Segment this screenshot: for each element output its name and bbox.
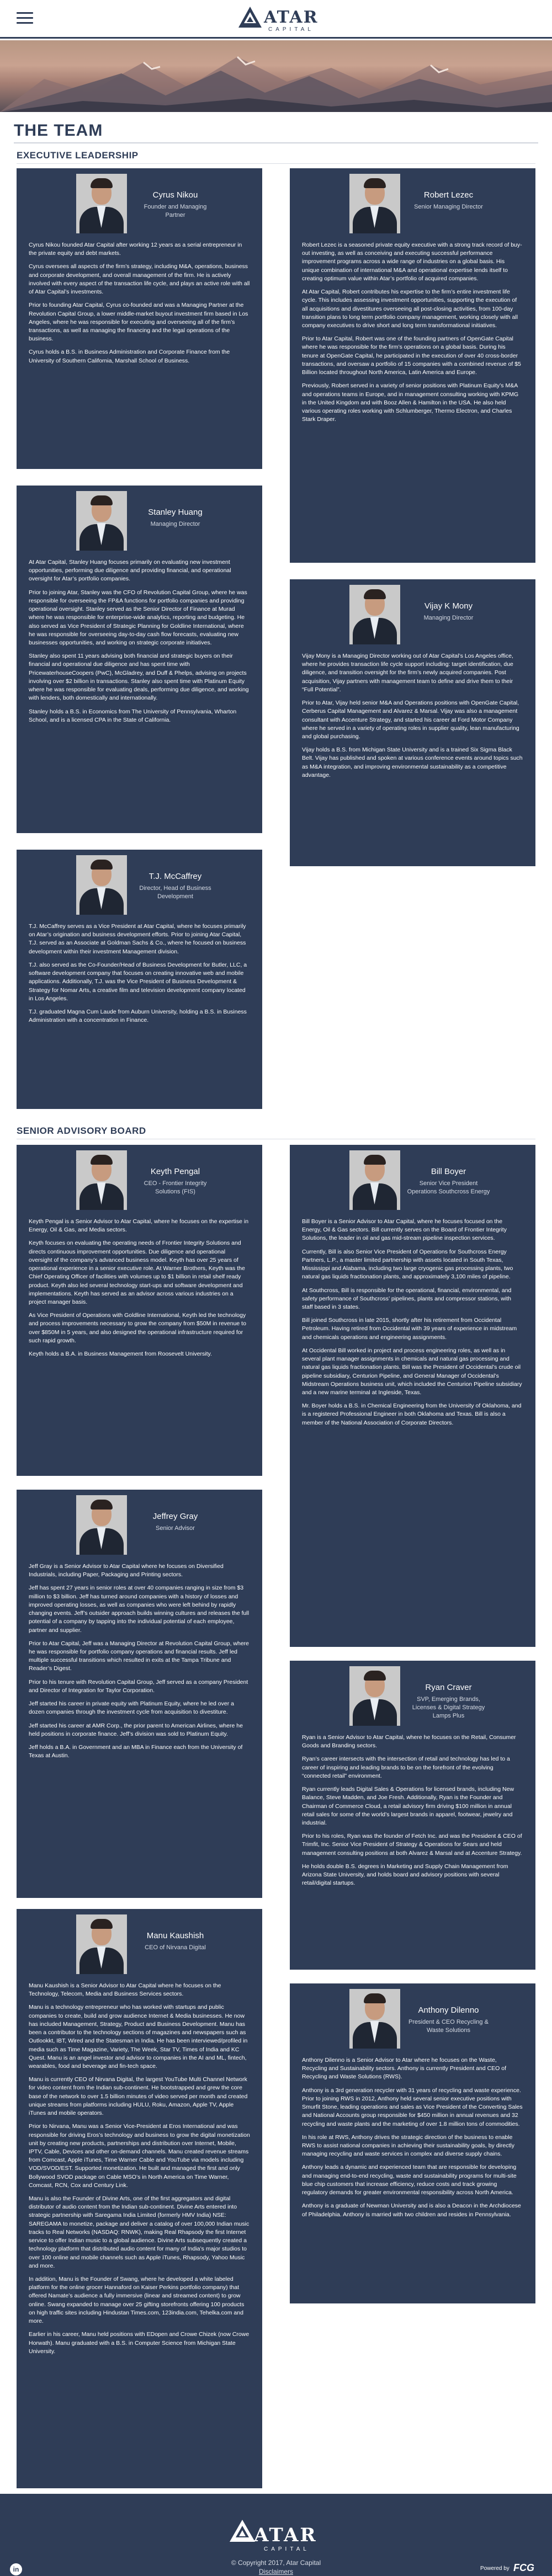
logo-wordmark: ATAR [264, 8, 319, 27]
bio-paragraph: Prior to Atar Capital, Robert was one of the founding partners of OpenGate Capital where he was responsible for the firm’s operations on a global basis. During his tenure at OpenGate Capital, he participated in the execution of over 40 cross-border transactions, and oversaw a portfolio of 15 companies with a combined revenue of $5 Billion located throughout North America, Latin America and Europe. [302, 335, 521, 376]
powered-by-label: Powered by [480, 2566, 509, 2572]
bio-paragraph: Currently, Bill is also Senior Vice President of Operations for Southcross Energy Partners, L.P., a master limited partnership with assets located in South Texas, Mississippi and Alabama, including two large cryogenic gas processing plants, two natural gas liquids fractionation plants, and approximately 3,100 miles of pipeline. [302, 1248, 513, 1281]
bio-paragraph: Stanley holds a B.S. in Economics from The University of Pennsylvania, Wharton School, and is a licensed CPA in the State of California. [29, 708, 237, 723]
footer-logo[interactable] [232, 2508, 320, 2552]
bio-paragraph: Cyrus oversees all aspects of the firm’s strategy, including M&A, operations, business and corporate development, and overall management of the firm. He is actively involved with every aspect of the transaction life cycle, and plays an active role with all of Atar Capital’s investments. [29, 263, 250, 296]
member-name: Robert Lezec [423, 190, 474, 200]
bio-paragraph: Vijay holds a B.S. from Michigan State University and is a trained Six Sigma Black Belt. Vijay has published and spoken at various conference events around topics such as M&A integration, and improving environmental sustainability as a competitive advantage. [302, 746, 523, 778]
bio-paragraph: Bill Boyer is a Senior Advisor to Atar Capital, where he focuses focused on the Energy, Oil & Gas sectors. Bill currently serves on the Board of Frontier Integrity Solutions, the leader in oil and gas mid-stream pipeline inspection services. [302, 1218, 507, 1242]
team-card [290, 1145, 535, 1647]
member-role: Director, Head of Business Development [139, 885, 211, 900]
bio-paragraph: Keyth holds a B.A. in Business Management from Roosevelt University. [29, 1351, 212, 1358]
bio-paragraph: In addition, Manu is the Founder of Swang, where he developed a white labeled platform for the online grocer Hannaford on Kaiser Perkins portfolio company) that offered Namate’s audience a fully immersive (linear and streamed content) to grow online. Swang expanded to manage over 25 gifting storefronts offering 100 products on high traffic sites including Hindustan Times.com, 123india.com, Tehelka.com and more. [29, 2276, 245, 2325]
team-card [290, 168, 535, 563]
member-bio [29, 558, 250, 729]
section-divider [17, 163, 535, 164]
bio-paragraph: Prior to founding Atar Capital, Cyrus co-founded and was a Managing Partner at the Revolution Capital Group, a lower middle-market buyout investment firm based in Los Angeles, where he was responsible for executing and overseeing all of the firm’s transactions, as well as managing the financing and the legal operations of the business. [29, 302, 248, 343]
bio-paragraph: Jeff has spent 27 years in senior roles at over 40 companies ranging in size from $3 million to $3 billion. Jeff has turned around companies with a history of losses and improved operating losses, as well as companies who were left behind by rapidly changing events. Jeff’s outsider approach builds winning cultures and releases the full potential of a company by tapping into the individual potential of each employee, partner and supplier. [29, 1585, 250, 1634]
headshot-photo [349, 585, 400, 644]
team-member-header [134, 190, 217, 220]
member-bio [302, 1218, 523, 1432]
bio-paragraph: Anthony is a 3rd generation recycler with 31 years of recycling and waste experience. Prior to joining RWS in 2012, Anthony held several senior executive positions with Smurfit Stone, leading operations and sales as Vice President of the Converting Sales and National Accounts group responsible for $450 million in annual revenues and 32 recycling and waste plants and the marketing of over 1.8 million tons of commodities. [302, 2087, 523, 2127]
bio-paragraph: At Atar Capital, Stanley Huang focuses primarily on evaluating new investment opportunities, performing due diligence and providing financial, and operational oversight for Atar’s portfolio companies. [29, 559, 231, 583]
page-title: THE TEAM [14, 121, 103, 140]
member-role: Founder and Managing Partner [144, 204, 207, 218]
bio-paragraph: Manu is currently CEO of Nirvana Digital, the largest YouTube Multi Channel Network for video content from the Indian sub-continent. He bootstrapped and grew the core base of the network to over 1.5 billion minutes of video served per month and created unique streams from platforms including HULU, Roku, Amazon, Apple TV, Apple iTunes and mobile operators. [29, 2076, 248, 2117]
team-member-header [134, 1167, 217, 1196]
bio-paragraph: Keyth focuses on evaluating the operating needs of Frontier Integrity Solutions and directs continuous improvement opportunities. Due diligence and operational oversight of the company’s advanced business model. Keyth has over 25 years of operational experience in a senior executive role. At Warner Brothers, Keyth was the Chief Operating Officer of facilities with volumes up to $1 billion in retail shelf ready product. Keyth also led several technology start-ups and software development and implementations. Keyth has served as an advisor across various industries on a project manager basis. [29, 1240, 245, 1305]
bio-paragraph: Jeff started his career in private equity with Platinum Equity, where he led over a dozen companies through the investment cycle from acquisition to divestiture. [29, 1700, 234, 1716]
copyright-text: © Copyright 2017, Atar Capital [231, 2559, 321, 2567]
member-role: CEO of Nirvana Digital [145, 1944, 206, 1951]
bio-paragraph: Cyrus Nikou founded Atar Capital after working 12 years as a serial entrepreneur in the private equity and debt markets. [29, 242, 242, 257]
team-member-header [407, 190, 490, 211]
top-nav [0, 0, 552, 39]
bio-paragraph: At Atar Capital, Robert contributes his expertise to the firm’s entire investment life cycle. This includes assessing investment opportunities, supporting the execution of all acquisitions and divestitures overseeing all post-closing activities, from 100-day transition plans to long term portfolio company management, working closely with all company executives to drive short and long term transformational initiatives. [302, 289, 518, 329]
bio-paragraph: Anthony Dilenno is a Senior Advisor to Atar where he focuses on the Waste, Recycling and Sustainability sectors. Anthony is currently President and CEO of Recycling and Waste Solutions (RWS). [302, 2057, 507, 2081]
team-member-header [407, 1683, 490, 1720]
member-role: Senior Advisor [156, 1525, 195, 1532]
member-name: Cyrus Nikou [152, 190, 198, 200]
member-role: Managing Director [423, 615, 474, 621]
team-member-header [407, 2006, 490, 2035]
member-bio [302, 241, 523, 429]
headshot-photo [349, 1989, 400, 2049]
bio-paragraph: Ryan is a Senior Advisor to Atar Capital, where he focuses on the Retail, Consumer Goods and Branding sectors. [302, 1734, 516, 1750]
member-role: President & CEO Recycling & Waste Solutions [408, 2019, 489, 2034]
bio-paragraph: Prior to Atar Capital, Jeff was a Managing Director at Revolution Capital Group, where he was responsible for portfolio company operations and financial results. Jeff led multiple successful transitions which resulted in exits at the Tampa Tribune and Reader’s Digest. [29, 1640, 249, 1672]
team-member-header [407, 601, 490, 622]
bio-paragraph: Prior to his roles, Ryan was the founder of Fetch Inc. and was the President & CEO of Trimfit, Inc. Senior Vice President of Strategy & Operations for Sears and held management consulting positions at both Alvarez & Marsal and at Accenture Strategy. [302, 1833, 522, 1857]
logo-subtitle: CAPITAL [268, 26, 314, 33]
bio-paragraph: T.J. also served as the Co-Founder/Head of Business Development for Butler, LLC, a software development company that focuses on creating innovative web and mobile applications. Additionally, T.J. was the Vice President of Business Development & Strategy for Nomar Arts, a creative film and television development company located in Los Angeles. [29, 961, 247, 1002]
member-name: Jeffrey Gray [152, 1512, 198, 1521]
bio-paragraph: Jeff Gray is a Senior Advisor to Atar Capital where he focuses on Diversified Industrials, including Paper, Packaging and Printing sectors. [29, 1563, 224, 1578]
footer-wordmark: ATAR [254, 2524, 317, 2546]
headshot-photo [76, 491, 127, 551]
title-divider [14, 142, 538, 143]
bio-paragraph: Prior to Nirvana, Manu was a Senior Vice-President at Eros International and was responsible for driving Eros’s technology and business to grow the digital monetization unit by creating new products, partnerships and distribution over Internet, Mobile, IPTV, Cable, Devices and other on-demand channels. Manu created revenue streams from Comcast, Apple iTunes, Time Warner Cable and YouTube via models including VOD/SVOD/EST. Supported monetization. He built and managed the first and only Bollywood SVOD package on Cable MSO’s in North America on Time Warner, Comcast, RCN, Cox and Century Link. [29, 2123, 250, 2189]
bio-paragraph: Bill joined Southcross in late 2015, shortly after his retirement from Occidental Petroleum. Having retired from Occidental with 39 years of experience in midstream and chemicals operations and engineering assignments. [302, 1317, 517, 1341]
bio-paragraph: At Occidental Bill worked in project and process engineering roles, as well as in several plant manager assignments in chemicals and natural gas processing and natural gas liquids fractionation plants. Bill was the President of Occidental’s crude oil pipeline subsidiary, Centurion Pipeline, and General Manager of Occidental’s Midstream Operations business unit, which included the Centurion Pipeline subsidiary and a new marine terminal at Ingleside, Texas. [302, 1347, 522, 1396]
headshot-photo [76, 174, 127, 233]
linkedin-icon[interactable]: in [10, 2563, 22, 2575]
headshot-photo [349, 174, 400, 233]
bio-paragraph: Earlier in his career, Manu held positions with EDopen and Crowe Chizek (now Crowe Horwath). Manu graduated with a B.S. in Computer Science from Michigan State University. [29, 2331, 250, 2355]
bio-paragraph: Manu is also the Founder of Divine Arts, one of the first aggregators and digital distributor of audio content from the Indian sub-continent. Divine Arts entered into strategic partnership with Saregama India Limited (formerly HMV India) NSE: SAREGAMA to monetize, package and deliver a catalog of over 100,000 Indian music tracks to Real Networks (NASDAQ: RNWK), making Real Rhapsody the first Internet service to offer Indian music to a global audience. Divine Arts subsequently created a technology platform that distributed audio content for many of India’s major studios to over 100 online and mobile channels such as Apple iTunes, Rhapsody, Yahoo Music and more. [29, 2195, 250, 2269]
team-card [17, 1145, 262, 1476]
member-bio [29, 1562, 250, 1765]
member-role: Managing Director [150, 521, 200, 527]
team-card [17, 850, 262, 1109]
member-name: Stanley Huang [148, 508, 203, 517]
headshot-photo [76, 1150, 127, 1210]
bio-paragraph: Jeff started his career at AMR Corp., the prior parent to American Airlines, where he held positions in corporate finance. Jeff’s division was sold to Platinum Equity. [29, 1722, 243, 1737]
disclaimers-link[interactable]: Disclaimers [258, 2568, 293, 2575]
headshot-photo [76, 1914, 127, 1974]
member-bio [29, 1218, 250, 1363]
bio-paragraph: Ryan’s career intersects with the intersection of retail and technology has led to a career of inspiring and leading brands to be on the forefront of the evolving “connected retail” environment. [302, 1756, 510, 1779]
bio-paragraph: Stanley also spent 11 years advising both financial and strategic buyers on their financial and operational due diligence and has spent time with PricewaterhouseCoopers (PwC), McGladrey, and Duff & Phelps, advising on projects involving over $2 billion in transactions. Stanley also spent time with Platinum Equity where he was responsible for evaluating deals, performing due diligence, and working with lenders, both domestically and internationally. [29, 653, 249, 702]
team-card [17, 486, 262, 833]
team-member-header [134, 872, 217, 901]
member-bio [302, 2056, 523, 2224]
member-role: SVP, Emerging Brands, Licenses & Digital Strategy Lamps Plus [412, 1696, 485, 1719]
member-name: Bill Boyer [431, 1167, 466, 1176]
section-title-advisory: SENIOR ADVISORY BOARD [17, 1126, 146, 1136]
bio-paragraph: T.J. graduated Magna Cum Laude from Auburn University, holding a B.S. in Business Administration with a concentration in Finance. [29, 1008, 247, 1024]
footer-subtitle: CAPITAL [264, 2546, 310, 2552]
team-card [290, 1661, 535, 1970]
bio-paragraph: Keyth Pengal is a Senior Advisor to Atar Capital, where he focuses on the expertise in Energy, Oil & Gas, and Media sectors. [29, 1218, 249, 1234]
logo-mountain-icon [237, 6, 263, 30]
team-card [17, 168, 262, 469]
team-card [290, 1983, 535, 2303]
logo-mountain-icon [229, 2519, 256, 2544]
member-name: Manu Kaushish [146, 1931, 204, 1940]
bio-paragraph: Mr. Boyer holds a B.S. in Chemical Engineering from the University of Oklahoma, and is a registered Professional Engineer in both Oklahoma and Texas. Bill is also a member of the National Association of Corporate Directors. [302, 1402, 522, 1426]
bio-paragraph: Prior to his tenure with Revolution Capital Group, Jeff served as a company President and Director of Integration for Taylor Corporation. [29, 1678, 248, 1694]
hero-banner [0, 40, 552, 112]
site-footer [0, 2494, 552, 2576]
bio-paragraph: He holds double B.S. degrees in Marketing and Supply Chain Management from Arizona State University, and holds board and advisory positions with several retail/digital startups. [302, 1863, 508, 1887]
mountain-range-image [0, 40, 552, 112]
member-bio [302, 1734, 523, 1893]
member-role: Senior Vice President Operations Southcross Energy [407, 1180, 490, 1195]
team-member-header [407, 1167, 490, 1196]
member-role: CEO - Frontier Integrity Solutions (FIS) [144, 1180, 207, 1195]
member-name: Vijay K Mony [424, 601, 473, 611]
team-card [290, 579, 535, 866]
bio-paragraph: Jeff holds a B.A. in Government and an MBA in Finance each from the University of Texas at Austin. [29, 1743, 243, 1759]
bio-paragraph: At Southcross, Bill is responsible for the operational, financial, environmental, and safety performance of Southcross’ pipelines, plants and compressor stations, with staff based in 3 states. [302, 1287, 512, 1310]
headshot-photo [76, 1495, 127, 1555]
team-card [17, 1490, 262, 1898]
bio-paragraph: Cyrus holds a B.S. in Business Administration and Corporate Finance from the University of Southern California, Marshall School of Business. [29, 349, 230, 364]
bio-paragraph: Anthony is a graduate of Newman University and is also a Deacon in the Archdiocese of Philadelphia. Anthony is married with two children and resides in Pennsylvania. [302, 2202, 521, 2218]
bio-paragraph: Vijay Mony is a Managing Director working out of Atar Capital’s Los Angeles office, where he provides transaction life cycle support including: target identification, due diligence, and transition oversight for the firm’s newly acquired companies. Post acquisition, Vijay partners with management team to define and drive them to their “Full Potential”. [302, 653, 513, 693]
bio-paragraph: Ryan currently leads Digital Sales & Operations for licensed brands, including New Balance, Steve Madden, and Joe Fresh. Additionally, Ryan is the Founder and Chairman of Commerce Cloud, a retail advisory firm driving $100 million in annual retail sales for some of the world’s largest brands in apparel, footwear, jewelry and industrial. [302, 1786, 514, 1826]
team-member-header [134, 508, 217, 529]
section-title-executive: EXECUTIVE LEADERSHIP [17, 150, 139, 161]
atar-capital-logo[interactable] [232, 3, 320, 35]
bio-paragraph: Prior to joining Atar, Stanley was the CFO of Revolution Capital Group, where he was responsible for overseeing the FP&A functions for portfolio companies and providing operational oversight. Stanley served as the Senior Director of Finance at Murad where he was responsible for enterprise-wide analytics, reporting and budgeting. He also served as Vice President of Strategic Planning for Goldline International, where he was responsible for overseeing day-to-day cash flow forecasts, evaluating new businesses opportunities, and working on strategic corporate initiatives. [29, 589, 247, 646]
member-role: Senior Managing Director [414, 204, 483, 210]
bio-paragraph: Prior to Atar, Vijay held senior M&A and Operations positions with OpenGate Capital, Cerberus Capital Management and Alvarez & Marsal. Vijay was also a management consultant with Accenture Strategy, and started his career at Ford Motor Company where he served in a variety of operating roles in supplier quality, lean manufacturing and global purchasing. [302, 700, 519, 740]
member-name: Ryan Craver [425, 1683, 472, 1692]
bio-paragraph: Robert Lezec is a seasoned private equity executive with a strong track record of buy-out investing, as well as conceiving and executing successful performance improvement programs across a wide range of industries on a global basis. His unique combination of international M&A and operational expertise lends itself to creating optimum value within Atar’s portfolio of acquired companies. [302, 242, 522, 282]
member-name: T.J. McCaffrey [148, 872, 202, 881]
hamburger-icon[interactable] [17, 12, 33, 24]
member-name: Keyth Pengal [150, 1167, 200, 1176]
member-bio [29, 922, 250, 1030]
bio-paragraph: Anthony leads a dynamic and experienced team that are responsible for developing and managing end-to-end recycling, waste and sustainability programs for multi-site blue chip customers that increase efficiency, reduce costs and track growing regulatory demands for greater environmental responsibility across North America. [302, 2164, 517, 2196]
member-bio [29, 1982, 250, 2361]
bio-paragraph: Previously, Robert served in a variety of senior positions with Platinum Equity’s M&A and operations teams in Europe, and in management consulting working with KPMG in the United Kingdom and with Booz Allen & Hamilton in the USA. He also held various operating roles working with Schlumberger, Thermo Electron, and Charles Stark Draper. [302, 382, 519, 423]
bio-paragraph: As Vice President of Operations with Goldline International, Keyth led the technology and process improvements necessary to grow the company from $50M in revenue to over $850M in 5 years, and also designed the operational infrastructure required for such rapid growth. [29, 1312, 246, 1344]
headshot-photo [76, 855, 127, 915]
member-bio [302, 652, 523, 785]
team-member-header [134, 1931, 217, 1952]
team-card [17, 1909, 262, 2488]
bio-paragraph: Manu is a technology entrepreneur who has worked with startups and public companies to create, build and grow audience Internet & Media businesses. He now has included Management, Strategy, Product and Business Development. Manu has been a contributor to the technology sections of magazines and newspapers such as Outlookkt, IBT, Wired and the Statesman in India. He has been interviewed/profiled in media such as Time Magazine, Variety, The Week, Star TV, Times of India and KC Quest. Manu is an angel investor and advisor to companies in the AI and ML, fintech, wearables, food and beverage and fin-tech space. [29, 2004, 248, 2070]
bio-paragraph: In his role at RWS, Anthony drives the strategic direction of the business to enable RWS to assist national companies in achieving their sustainability goals, by directly managing recycling and waste services in complex and diverse supply chains. [302, 2134, 514, 2158]
team-member-header [134, 1512, 217, 1533]
member-bio [29, 241, 250, 370]
headshot-photo [349, 1150, 400, 1210]
member-name: Anthony Dilenno [418, 2006, 479, 2015]
fcg-logo[interactable]: FCG [513, 2562, 534, 2573]
headshot-photo [349, 1666, 400, 1726]
bio-paragraph: T.J. McCaffrey serves as a Vice President at Atar Capital, where he focuses primarily on Atar’s origination and business development efforts. Prior to joining Atar Capital, T.J. served as an Associate at Goldman Sachs & Co., where he focused on business development within their investment Management division. [29, 923, 246, 955]
bio-paragraph: Manu Kaushish is a Senior Advisor to Atar Capital where he focuses on the Technology, Telecom, Media and Business Services sectors. [29, 1982, 221, 1998]
